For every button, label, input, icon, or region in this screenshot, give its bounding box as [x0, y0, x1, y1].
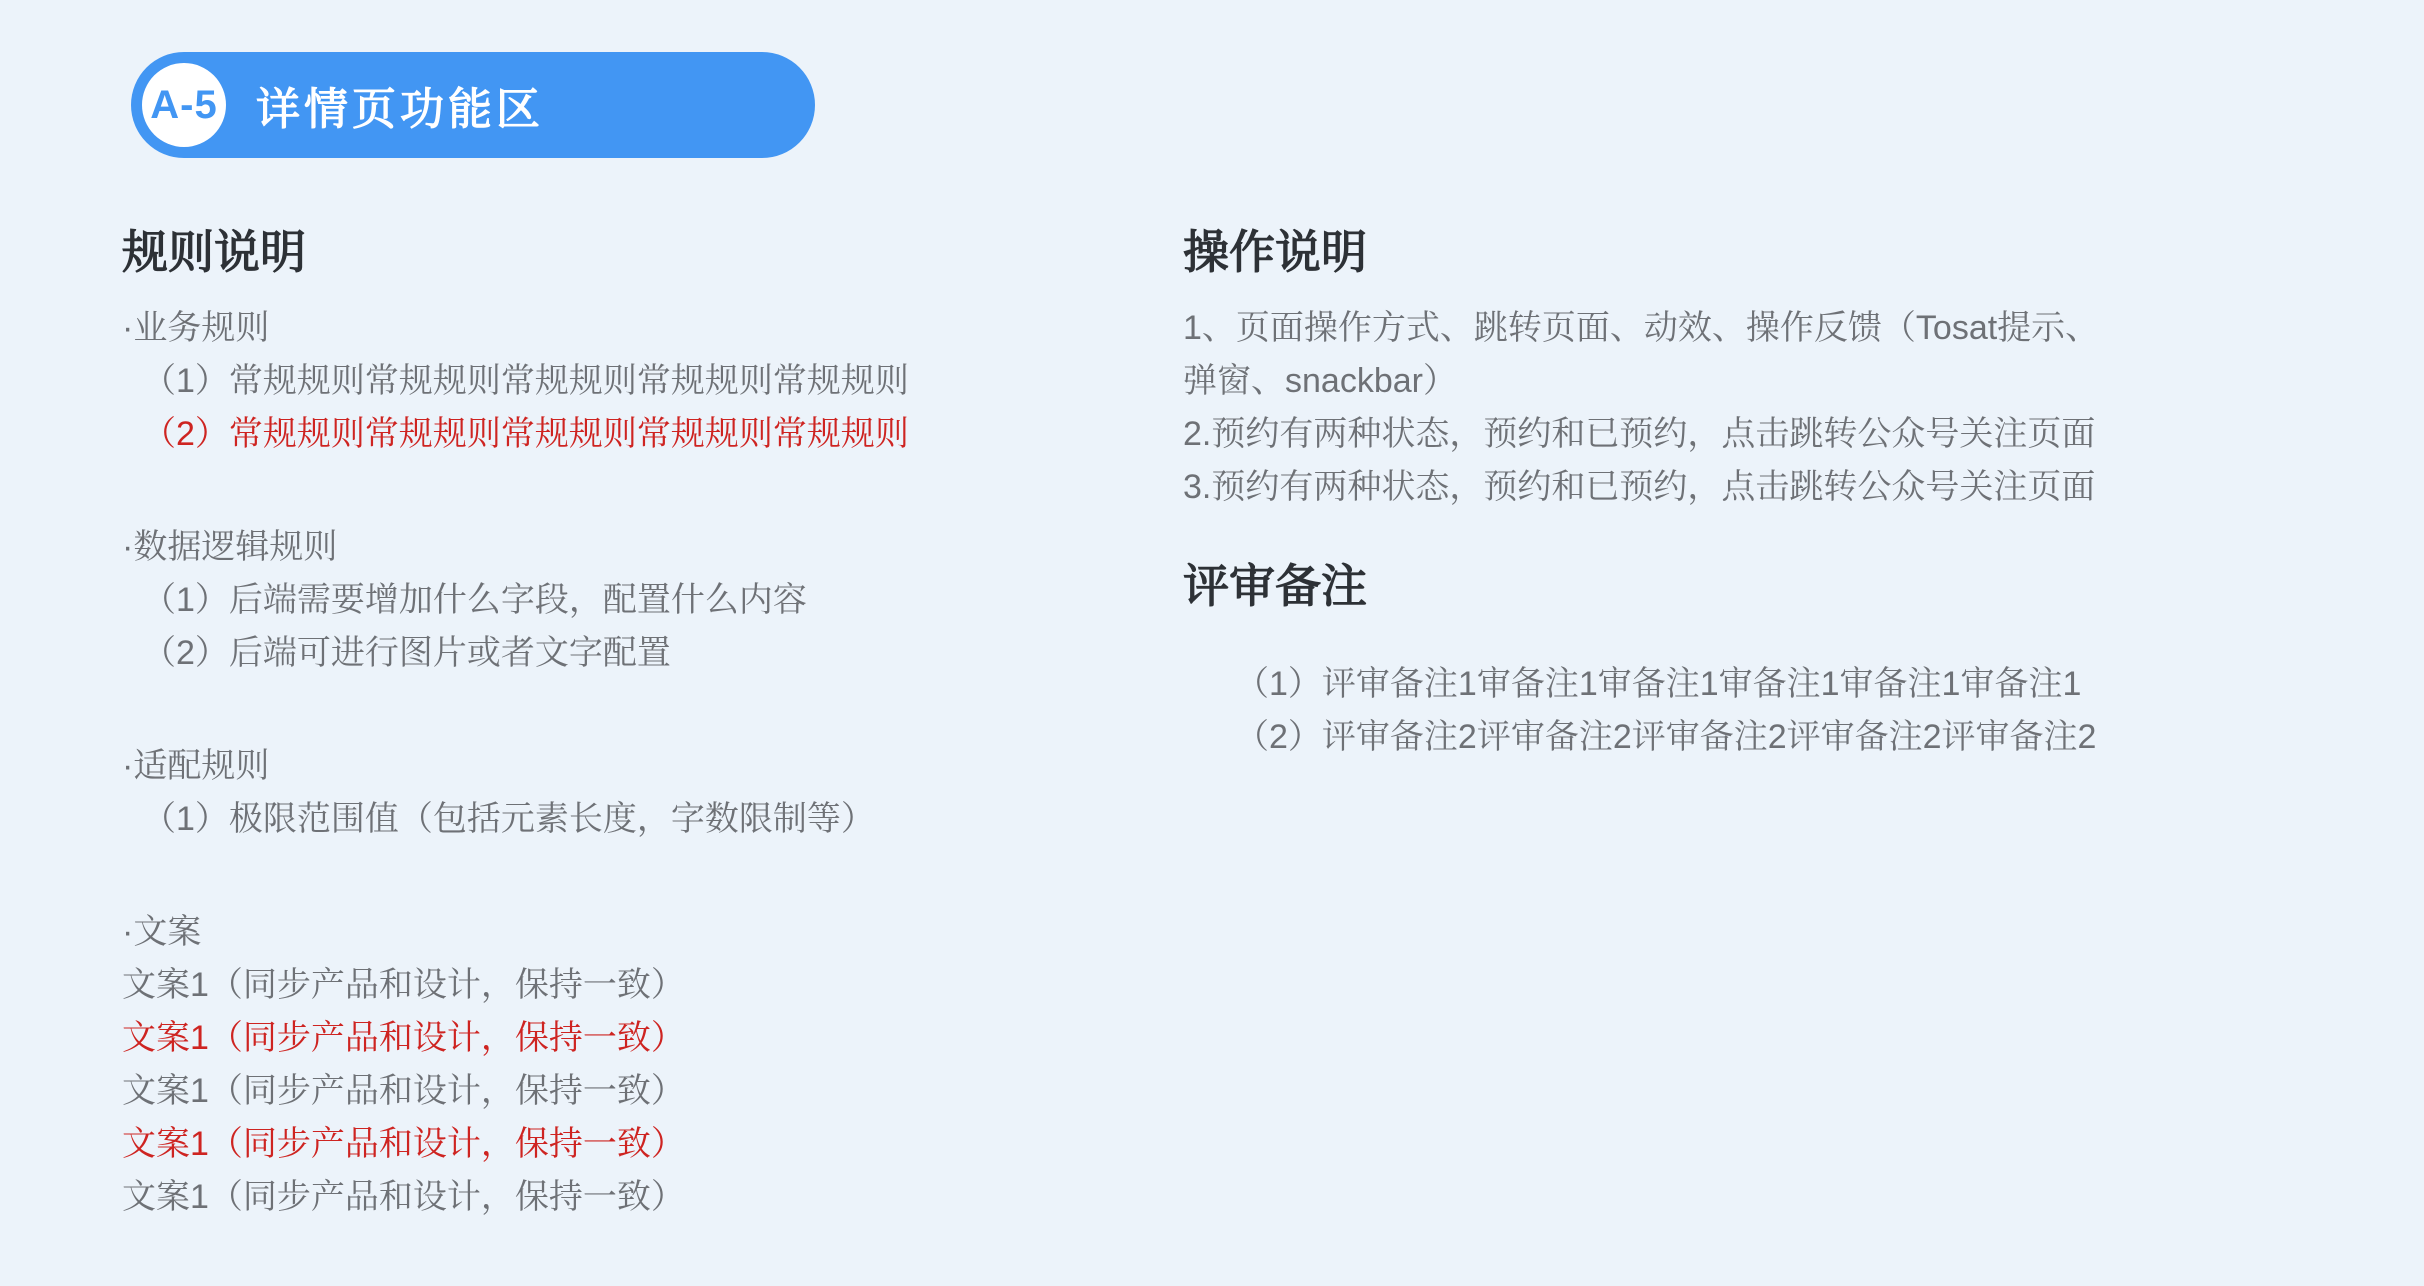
rules-column	[122, 224, 1122, 1224]
rule-item: （2）常规规则常规规则常规规则常规规则常规规则	[142, 415, 909, 453]
rule-item: （2）后端可进行图片或者文字配置	[142, 634, 671, 672]
rule-item: 文案1（同步产品和设计，保持一致）	[122, 1178, 685, 1216]
review-item: （2）评审备注2评审备注2评审备注2评审备注2评审备注2	[1235, 718, 2097, 756]
rule-item: 文案1（同步产品和设计，保持一致）	[122, 966, 685, 1004]
rule-section-business	[122, 302, 1122, 461]
rule-item: 文案1（同步产品和设计，保持一致）	[122, 1019, 685, 1057]
rule-section-data-logic	[122, 521, 1122, 680]
rule-section-label: ·文案	[122, 913, 202, 951]
operation-line: 2.预约有两种状态，预约和已预约，点击跳转公众号关注页面	[1183, 415, 2096, 453]
rules-heading: 规则说明	[122, 226, 306, 278]
operation-line: 弹窗、snackbar）	[1183, 362, 1457, 400]
operation-line: 3.预约有两种状态，预约和已预约，点击跳转公众号关注页面	[1183, 468, 2096, 506]
review-heading: 评审备注	[1183, 560, 1367, 612]
rule-item: （1）常规规则常规规则常规规则常规规则常规规则	[142, 362, 909, 400]
badge-title: 详情页功能区	[256, 85, 544, 134]
rule-item: （1）极限范围值（包括元素长度，字数限制等）	[142, 800, 875, 838]
operations-paragraph	[1183, 302, 2383, 514]
operations-heading: 操作说明	[1183, 226, 1367, 278]
review-item: （1）评审备注1审备注1审备注1审备注1审备注1审备注1	[1235, 665, 2082, 703]
operation-line: 1、页面操作方式、跳转页面、动效、操作反馈（Tosat提示、	[1183, 309, 2100, 347]
operations-column	[1183, 224, 2383, 764]
review-items	[1183, 658, 2383, 764]
rule-item: 文案1（同步产品和设计，保持一致）	[122, 1072, 685, 1110]
rule-section-label: ·业务规则	[122, 309, 270, 347]
section-badge	[131, 52, 815, 158]
rule-section-label: ·数据逻辑规则	[122, 528, 338, 566]
badge-code-circle	[142, 63, 226, 147]
badge-code: A-5	[150, 82, 218, 127]
rule-item: 文案1（同步产品和设计，保持一致）	[122, 1125, 685, 1163]
rule-section-copywriting	[122, 906, 1122, 1224]
rule-item: （1）后端需要增加什么字段，配置什么内容	[142, 581, 807, 619]
rule-section-adaptation	[122, 740, 1122, 846]
rule-section-label: ·适配规则	[122, 747, 270, 785]
